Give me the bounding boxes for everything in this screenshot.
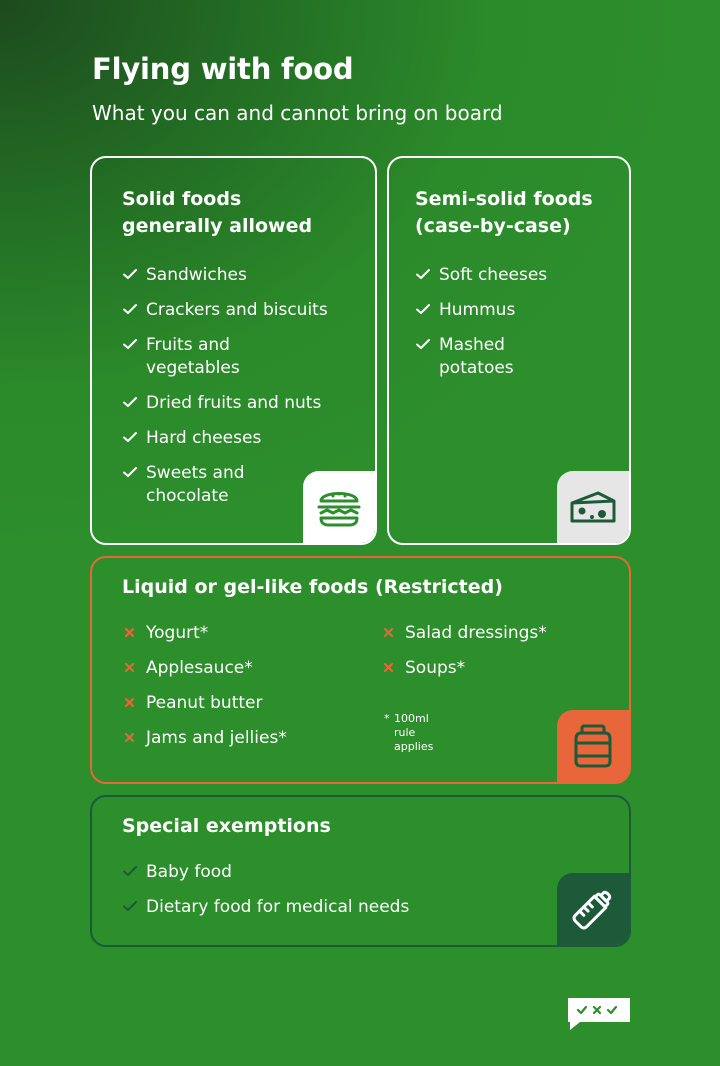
item-text: Salad dressings* <box>405 623 547 643</box>
check-icon <box>122 301 138 317</box>
item-text: Jams and jellies* <box>146 728 287 748</box>
item-text: Yogurt* <box>146 623 209 643</box>
check-icon <box>122 464 138 480</box>
list-item <box>120 622 360 645</box>
list-item <box>120 657 360 680</box>
check-icon <box>415 336 431 352</box>
list-item <box>413 264 623 287</box>
jar-icon <box>573 723 613 769</box>
page-subtitle: What you can and cannot bring on board <box>92 101 503 125</box>
check-icon <box>415 266 431 282</box>
check-icon <box>122 336 138 352</box>
rule-note <box>384 712 474 754</box>
special-exemptions-list <box>120 861 500 931</box>
solid-title-line1: Solid foods <box>122 188 242 210</box>
list-item <box>120 727 360 750</box>
cross-icon <box>122 659 138 675</box>
item-text: chocolate <box>146 486 229 506</box>
check-icon <box>122 266 138 282</box>
semi-solid-foods-card <box>387 156 631 545</box>
semi-solid-list <box>413 264 623 392</box>
item-text: Peanut butter <box>146 693 263 713</box>
item-text: Applesauce* <box>146 658 253 678</box>
item-text: Soft cheeses <box>439 265 548 285</box>
note-asterisk: * <box>384 712 390 725</box>
item-text: Dried fruits and nuts <box>146 393 322 413</box>
page-title: Flying with food <box>92 52 354 86</box>
check-icon <box>415 301 431 317</box>
list-item <box>379 622 609 645</box>
solid-title-line2: generally allowed <box>122 215 313 237</box>
item-text: Sweets and <box>146 463 245 483</box>
check-icon <box>122 429 138 445</box>
list-item <box>120 896 500 919</box>
semi-solid-title <box>415 186 593 240</box>
list-item <box>413 299 623 322</box>
cross-icon <box>381 659 397 675</box>
semi-title-line1: Semi-solid foods <box>415 188 593 210</box>
brand-logo <box>566 996 632 1032</box>
liquid-foods-card <box>90 556 631 784</box>
list-item <box>120 264 370 287</box>
item-text: Soups* <box>405 658 466 678</box>
baby-bottle-icon <box>570 886 616 932</box>
semi-title-line2: (case-by-case) <box>415 215 571 237</box>
item-text: Dietary food for medical needs <box>146 897 410 917</box>
burger-icon-tile <box>303 471 375 543</box>
liquid-foods-title: Liquid or gel-like foods (Restricted) <box>122 576 503 598</box>
item-text: Baby food <box>146 862 232 882</box>
solid-foods-title <box>122 186 312 240</box>
list-item <box>120 427 370 450</box>
cross-icon <box>122 624 138 640</box>
check-icon <box>122 898 138 914</box>
check-icon <box>122 394 138 410</box>
liquid-foods-list-left <box>120 622 360 762</box>
note-line: 100ml <box>394 712 429 725</box>
list-item <box>120 392 370 415</box>
list-item <box>413 334 623 380</box>
check-icon <box>122 863 138 879</box>
list-item <box>120 861 500 884</box>
burger-icon <box>315 486 363 528</box>
item-text: vegetables <box>146 358 240 378</box>
item-text: potatoes <box>439 358 514 378</box>
special-exemptions-card <box>90 795 631 947</box>
item-text: Hummus <box>439 300 516 320</box>
item-text: Crackers and biscuits <box>146 300 328 320</box>
note-line: applies <box>394 740 434 753</box>
item-text: Hard cheeses <box>146 428 262 448</box>
cross-icon <box>122 694 138 710</box>
item-text: Fruits and <box>146 335 230 355</box>
baby-bottle-icon-tile <box>557 873 629 945</box>
special-exemptions-title: Special exemptions <box>122 815 331 837</box>
solid-foods-card <box>90 156 377 545</box>
item-text: Mashed <box>439 335 505 355</box>
cross-icon <box>381 624 397 640</box>
note-line: rule <box>394 726 416 739</box>
list-item <box>120 334 370 380</box>
cheese-icon <box>568 487 618 527</box>
list-item <box>120 692 360 715</box>
cheese-icon-tile <box>557 471 629 543</box>
list-item <box>120 299 370 322</box>
item-text: Sandwiches <box>146 265 247 285</box>
jar-icon-tile <box>557 710 629 782</box>
cross-icon <box>122 729 138 745</box>
list-item <box>379 657 609 680</box>
liquid-foods-list-right <box>379 622 609 692</box>
